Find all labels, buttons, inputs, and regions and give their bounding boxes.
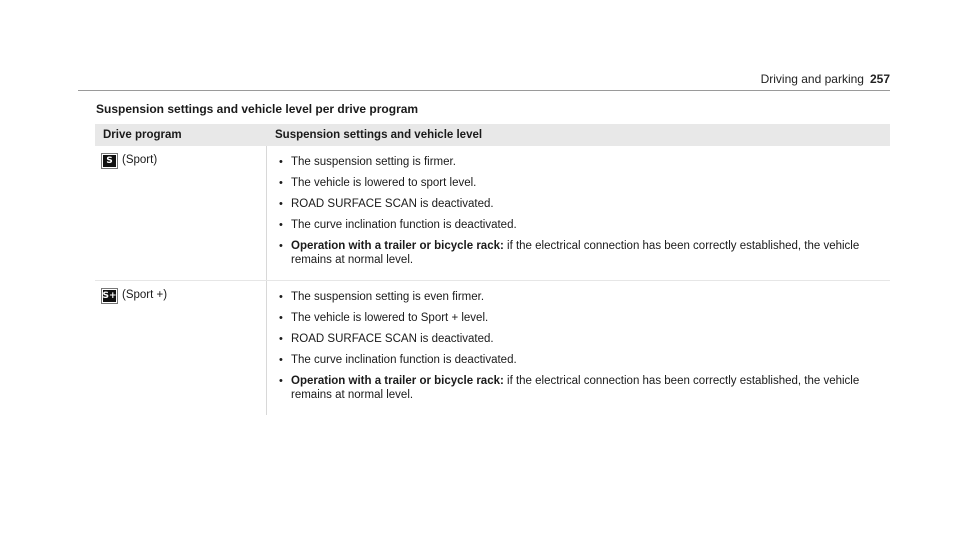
- table-row: [95, 281, 890, 415]
- table-header: [95, 124, 890, 146]
- table-row: [95, 146, 890, 281]
- header-divider: [78, 90, 890, 91]
- list-item: • ROAD SURFACE SCAN is deactivated.: [277, 332, 890, 346]
- column-header-drive-program: Drive program: [103, 129, 182, 141]
- page-number: 257: [869, 72, 890, 86]
- settings-list: [277, 290, 890, 402]
- list-item: • The curve inclination function is deactivated.: [277, 218, 890, 232]
- settings-cell: [267, 146, 890, 280]
- section-title: Suspension settings and vehicle level per drive program: [96, 102, 419, 116]
- drive-program-cell: [95, 146, 267, 280]
- list-item: • ROAD SURFACE SCAN is deactivated.: [277, 197, 890, 211]
- list-item: • The vehicle is lowered to sport level.: [277, 176, 890, 190]
- list-item: • The suspension setting is firmer.: [277, 155, 890, 169]
- list-item: • Operation with a trailer or bicycle rack: if the electrical connection has been correctly established, the vehicle remains at normal level.: [277, 374, 890, 402]
- page-header: [761, 72, 890, 86]
- sport-key-icon: S: [103, 155, 116, 167]
- settings-cell: [267, 281, 890, 415]
- drive-program-label: (Sport): [122, 154, 158, 166]
- drive-program-table: [95, 124, 890, 415]
- drive-program-cell: [95, 281, 267, 415]
- section-name: Driving and parking: [760, 72, 864, 86]
- list-item: • The suspension setting is even firmer.: [277, 290, 890, 304]
- list-item: • The curve inclination function is deactivated.: [277, 353, 890, 367]
- column-header-suspension: Suspension settings and vehicle level: [275, 129, 483, 141]
- sport-plus-key-icon: S+: [102, 291, 117, 301]
- drive-program-label: (Sport +): [122, 289, 168, 301]
- list-item: • Operation with a trailer or bicycle rack: if the electrical connection has been correctly established, the vehicle remains at normal level.: [277, 239, 890, 267]
- settings-list: [277, 155, 890, 267]
- list-item: • The vehicle is lowered to Sport + level.: [277, 311, 890, 325]
